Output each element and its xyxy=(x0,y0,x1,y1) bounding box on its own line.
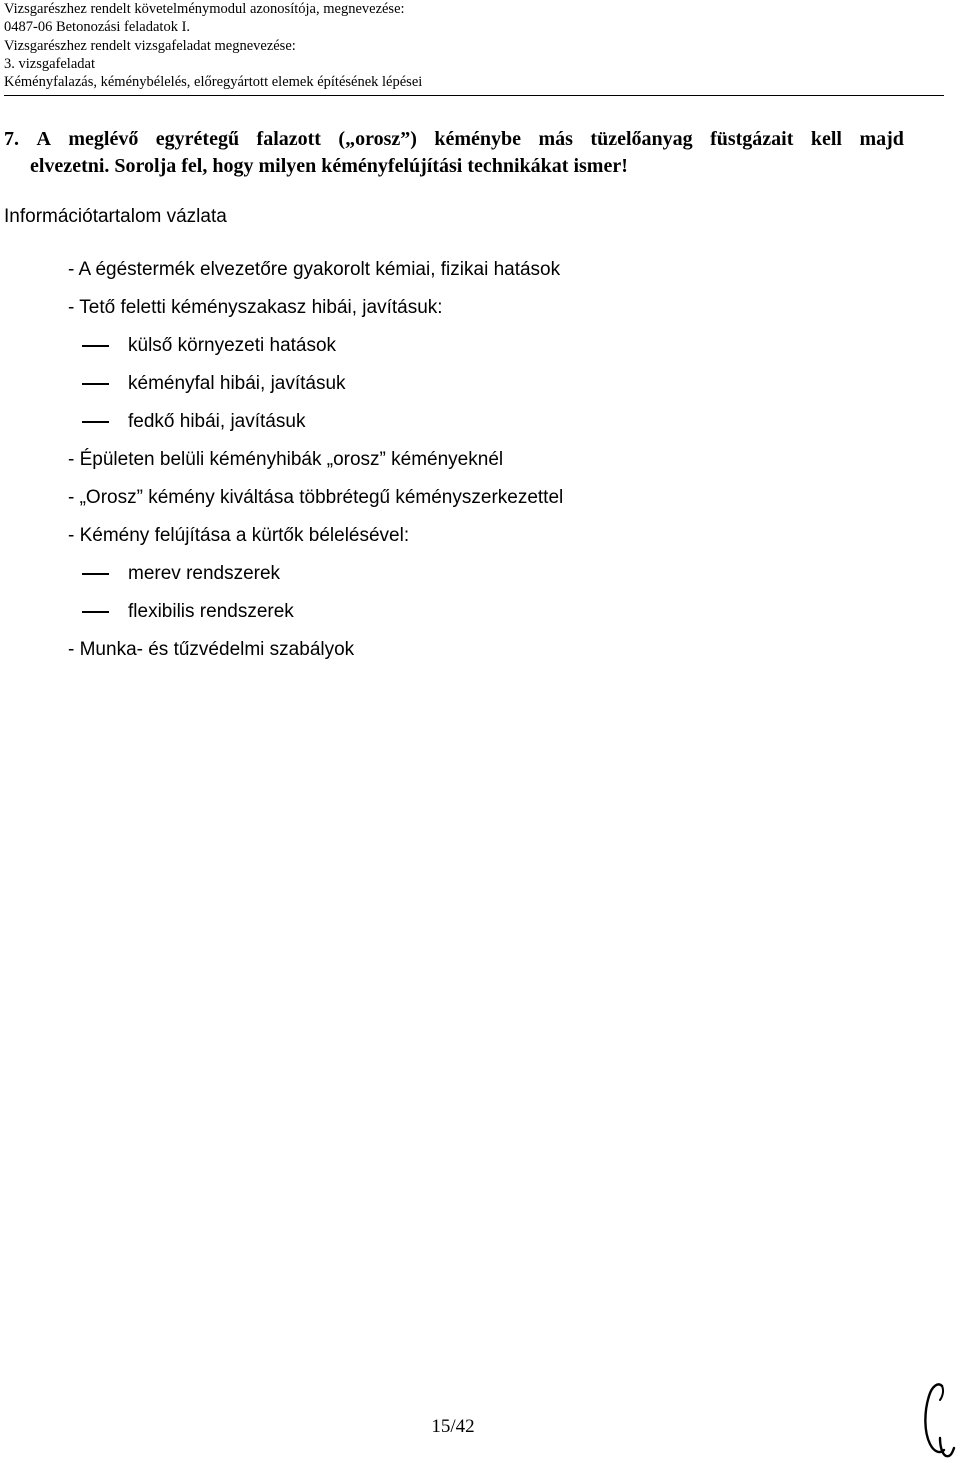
question-word: füstgázait xyxy=(710,128,794,150)
question-block xyxy=(4,126,904,180)
question-word: 7. xyxy=(4,128,19,150)
document-header xyxy=(4,0,944,96)
question-word: („orosz”) xyxy=(338,128,417,150)
header-line: Kéményfalazás, kéménybélelés, előregyártott elemek építésének lépései xyxy=(4,74,423,91)
outline-subitem xyxy=(68,371,563,409)
question-line-2: elvezetni. Sorolja fel, hogy milyen kéményfelújítási technikákat ismer! xyxy=(30,155,628,177)
outline-item: - Tető feletti kéményszakasz hibái, javításuk: xyxy=(68,297,443,318)
outline-title: Információtartalom vázlata xyxy=(4,206,227,227)
question-word: A xyxy=(36,128,51,150)
dash-bullet xyxy=(82,383,109,385)
outline-subitem-label: merev rendszerek xyxy=(128,563,281,584)
outline-subitem xyxy=(68,409,563,447)
dash-bullet xyxy=(82,345,109,347)
outline-item: - Épületen belüli kéményhibák „orosz” kéményeknél xyxy=(68,449,504,470)
page-number: 15/42 xyxy=(431,1416,475,1437)
outline-subitem xyxy=(68,561,563,599)
question-word: meglévő xyxy=(68,128,139,150)
header-line: 0487-06 Betonozási feladatok I. xyxy=(4,19,191,36)
outline-item: - Munka- és tűzvédelmi szabályok xyxy=(68,639,355,660)
header-line: Vizsgarészhez rendelt követelménymodul azonosítója, megnevezése: xyxy=(4,1,405,17)
question-line-1 xyxy=(4,126,904,153)
signature-mark xyxy=(918,1380,960,1460)
header-line: Vizsgarészhez rendelt vizsgafeladat megnevezése: xyxy=(4,37,296,54)
outline-list xyxy=(68,257,563,675)
question-word: kéménybe xyxy=(434,128,522,150)
outline-subitem-label: kéményfal hibái, javításuk xyxy=(128,373,346,394)
outline-subitem-label: fedkő hibái, javításuk xyxy=(128,411,306,432)
outline-subitem-label: külső környezeti hatások xyxy=(128,335,337,356)
outline-subitem xyxy=(68,333,563,371)
question-word: egyrétegű xyxy=(155,128,240,150)
outline-subitem-label: flexibilis rendszerek xyxy=(128,601,294,622)
question-word: falazott xyxy=(256,128,321,150)
dash-bullet xyxy=(82,421,109,423)
question-word: kell xyxy=(810,128,842,150)
header-line: 3. vizsgafeladat xyxy=(4,55,95,72)
outline-item: - A égéstermék elvezetőre gyakorolt kémiai, fizikai hatások xyxy=(68,259,561,280)
question-word: más xyxy=(538,128,573,150)
dash-bullet xyxy=(82,573,109,575)
outline-subitem xyxy=(68,599,563,637)
outline-item: - Kémény felújítása a kürtők bélelésével: xyxy=(68,525,410,546)
question-word: tüzelőanyag xyxy=(590,128,693,150)
question-word: majd xyxy=(859,128,904,150)
outline-item: - „Orosz” kémény kiváltása többrétegű kéményszerkezettel xyxy=(68,487,564,508)
dash-bullet xyxy=(82,611,109,613)
